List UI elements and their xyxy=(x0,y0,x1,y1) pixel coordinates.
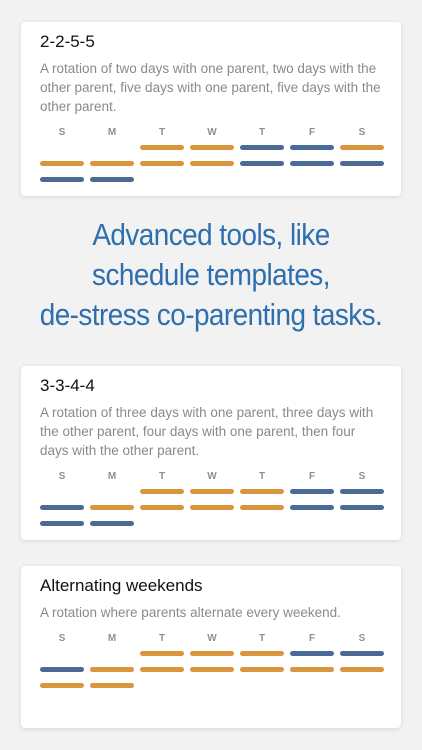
weekday-label: M xyxy=(107,127,117,138)
template-card-2-2-5-5[interactable] xyxy=(21,22,401,196)
headline xyxy=(21,215,401,335)
schedule-bar-orange xyxy=(140,667,184,672)
weekday-label: W xyxy=(207,633,217,644)
schedule-bar-blue xyxy=(340,489,384,494)
weekday-label: S xyxy=(58,127,66,138)
schedule-bar-orange xyxy=(190,667,234,672)
schedule-grid xyxy=(40,651,384,699)
schedule-bar-blue xyxy=(340,505,384,510)
schedule-bar-blue xyxy=(40,521,84,526)
weekday-label: T xyxy=(158,471,166,482)
weekday-label: T xyxy=(158,127,166,138)
schedule-bar-blue xyxy=(290,651,334,656)
weekday-label: S xyxy=(58,633,66,644)
weekday-label: S xyxy=(358,471,366,482)
schedule-bar-orange xyxy=(190,651,234,656)
schedule-bar-orange xyxy=(90,505,134,510)
card-title: 2-2-5-5 xyxy=(40,32,95,51)
schedule-bar-blue xyxy=(240,145,284,150)
card-description: A rotation of three days with one parent, three days with the other parent, four days with one parent, then four days with the other parent. xyxy=(40,405,374,458)
weekday-label: S xyxy=(58,471,66,482)
schedule-bar-blue xyxy=(340,651,384,656)
schedule-grid xyxy=(40,489,384,537)
schedule-bar-orange xyxy=(190,161,234,166)
schedule-bar-orange xyxy=(140,161,184,166)
schedule-bar-orange xyxy=(40,161,84,166)
weekday-header xyxy=(40,127,382,138)
schedule-bar-orange xyxy=(240,667,284,672)
card-description: A rotation where parents alternate every weekend. xyxy=(40,605,341,620)
weekday-label: W xyxy=(207,471,217,482)
schedule-bar-orange xyxy=(140,145,184,150)
schedule-bar-blue xyxy=(290,161,334,166)
headline-line: Advanced tools, like xyxy=(92,217,330,252)
headline-line: de-stress co-parenting tasks. xyxy=(39,297,383,332)
schedule-bar-orange xyxy=(240,489,284,494)
schedule-bar-orange xyxy=(140,651,184,656)
weekday-label: M xyxy=(107,633,117,644)
schedule-bar-blue xyxy=(290,489,334,494)
schedule-grid xyxy=(40,145,384,193)
schedule-bar-orange xyxy=(340,145,384,150)
weekday-label: M xyxy=(107,471,117,482)
weekday-label: S xyxy=(358,633,366,644)
schedule-bar-blue xyxy=(40,505,84,510)
weekday-header xyxy=(40,471,382,482)
schedule-bar-orange xyxy=(90,683,134,688)
card-title: 3-3-4-4 xyxy=(40,376,95,395)
schedule-bar-orange xyxy=(190,145,234,150)
schedule-bar-blue xyxy=(40,177,84,182)
schedule-bar-blue xyxy=(290,145,334,150)
weekday-label: S xyxy=(358,127,366,138)
headline-line: schedule templates, xyxy=(92,257,330,292)
schedule-bar-orange xyxy=(290,667,334,672)
schedule-bar-orange xyxy=(190,505,234,510)
weekday-label: F xyxy=(308,633,316,644)
weekday-label: T xyxy=(158,633,166,644)
schedule-bar-orange xyxy=(90,161,134,166)
schedule-bar-orange xyxy=(190,489,234,494)
schedule-bar-orange xyxy=(240,651,284,656)
weekday-label: T xyxy=(258,633,266,644)
weekday-label: F xyxy=(308,127,316,138)
schedule-bar-blue xyxy=(340,161,384,166)
template-card-alternating-weekends[interactable] xyxy=(21,566,401,728)
schedule-bar-orange xyxy=(90,667,134,672)
template-card-3-3-4-4[interactable] xyxy=(21,366,401,540)
schedule-bar-blue xyxy=(290,505,334,510)
schedule-bar-orange xyxy=(340,667,384,672)
schedule-bar-blue xyxy=(90,177,134,182)
weekday-label: T xyxy=(258,127,266,138)
schedule-bar-orange xyxy=(140,489,184,494)
schedule-bar-blue xyxy=(90,521,134,526)
weekday-label: T xyxy=(258,471,266,482)
weekday-label: W xyxy=(207,127,217,138)
card-title: Alternating weekends xyxy=(40,576,203,595)
card-description: A rotation of two days with one parent, two days with the other parent, five days with one parent, five days with the other parent. xyxy=(40,61,381,114)
schedule-bar-blue xyxy=(240,161,284,166)
schedule-bar-orange xyxy=(40,683,84,688)
weekday-header xyxy=(40,633,382,644)
weekday-label: F xyxy=(308,471,316,482)
schedule-bar-orange xyxy=(240,505,284,510)
schedule-bar-orange xyxy=(140,505,184,510)
schedule-bar-blue xyxy=(40,667,84,672)
